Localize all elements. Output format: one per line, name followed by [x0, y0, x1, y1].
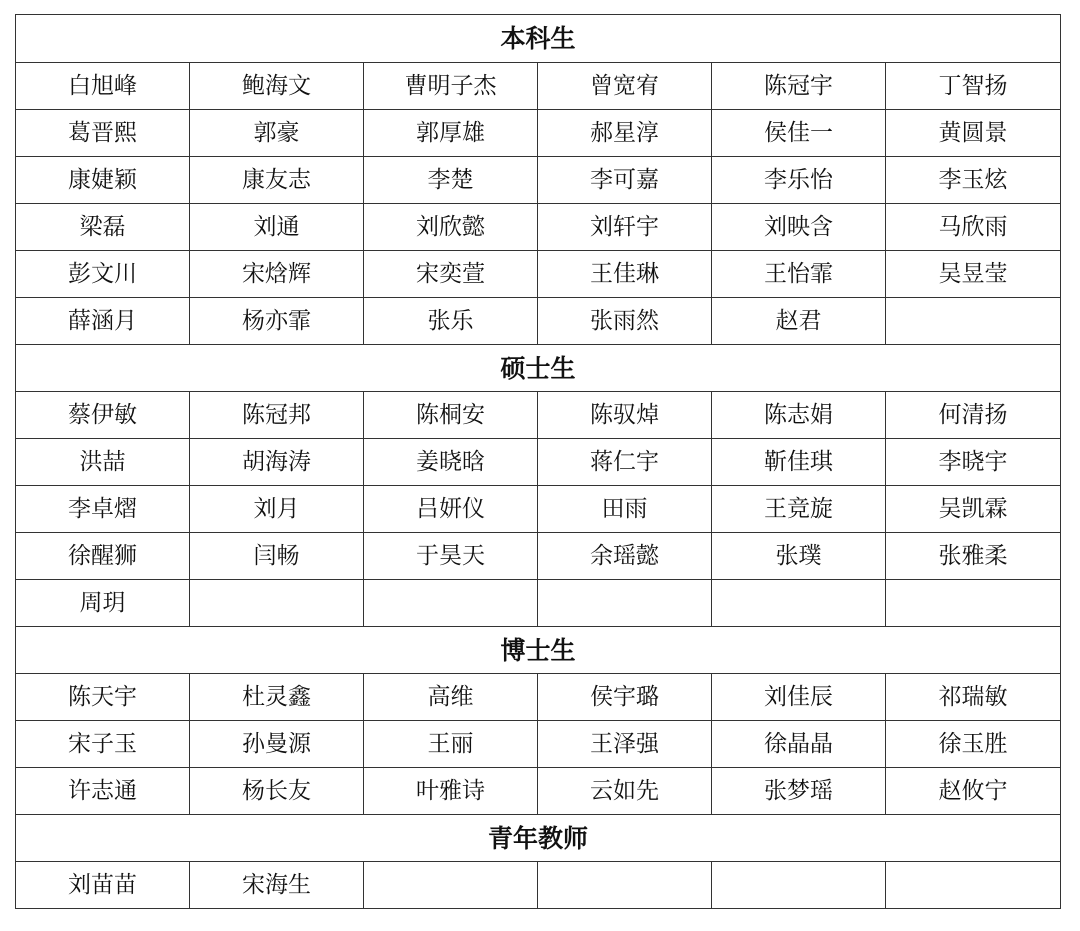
name-cell: 洪喆: [16, 439, 190, 486]
name-cell: 葛晋熙: [16, 110, 190, 157]
name-cell: 李可嘉: [538, 157, 712, 204]
name-roster-table: [15, 14, 1061, 909]
name-cell: 刘苗苗: [16, 862, 190, 909]
section-header: 青年教师: [16, 815, 1061, 862]
name-cell: 陈驭焯: [538, 392, 712, 439]
name-cell: [364, 580, 538, 627]
name-cell: 王怡霏: [712, 251, 886, 298]
name-cell: 张雅柔: [886, 533, 1061, 580]
name-cell: [364, 862, 538, 909]
name-cell: 张雨然: [538, 298, 712, 345]
name-cell: 胡海涛: [190, 439, 364, 486]
name-cell: 蔡伊敏: [16, 392, 190, 439]
name-cell: 张乐: [364, 298, 538, 345]
name-cell: 宋子玉: [16, 721, 190, 768]
name-cell: 田雨: [538, 486, 712, 533]
name-cell: 赵攸宁: [886, 768, 1061, 815]
name-cell: 刘映含: [712, 204, 886, 251]
name-cell: 陈冠邦: [190, 392, 364, 439]
name-cell: 张璞: [712, 533, 886, 580]
name-cell: [538, 862, 712, 909]
name-cell: 刘通: [190, 204, 364, 251]
name-cell: 姜晓晗: [364, 439, 538, 486]
name-cell: 马欣雨: [886, 204, 1061, 251]
name-cell: 郝星淳: [538, 110, 712, 157]
name-cell: 郭豪: [190, 110, 364, 157]
name-cell: 王竞旋: [712, 486, 886, 533]
name-cell: [886, 298, 1061, 345]
name-cell: 叶雅诗: [364, 768, 538, 815]
name-cell: 王丽: [364, 721, 538, 768]
name-cell: [712, 580, 886, 627]
name-cell: 郭厚雄: [364, 110, 538, 157]
name-cell: [538, 580, 712, 627]
name-cell: 赵君: [712, 298, 886, 345]
name-cell: 吴昱莹: [886, 251, 1061, 298]
name-cell: 刘轩宇: [538, 204, 712, 251]
name-cell: 陈桐安: [364, 392, 538, 439]
name-cell: 曾宽宥: [538, 63, 712, 110]
name-cell: 宋海生: [190, 862, 364, 909]
name-cell: 王泽强: [538, 721, 712, 768]
name-cell: 黄圆景: [886, 110, 1061, 157]
name-cell: 蒋仁宇: [538, 439, 712, 486]
name-cell: 白旭峰: [16, 63, 190, 110]
name-cell: 杜灵鑫: [190, 674, 364, 721]
name-cell: 李楚: [364, 157, 538, 204]
name-cell: 薛涵月: [16, 298, 190, 345]
name-cell: 闫畅: [190, 533, 364, 580]
name-cell: 祁瑞敏: [886, 674, 1061, 721]
name-cell: 王佳琳: [538, 251, 712, 298]
name-cell: 何清扬: [886, 392, 1061, 439]
name-cell: 李乐怡: [712, 157, 886, 204]
name-cell: 余瑶懿: [538, 533, 712, 580]
name-cell: 靳佳琪: [712, 439, 886, 486]
name-cell: 侯佳一: [712, 110, 886, 157]
name-cell: 杨亦霏: [190, 298, 364, 345]
name-cell: 曹明子杰: [364, 63, 538, 110]
name-cell: 徐晶晶: [712, 721, 886, 768]
name-cell: 李玉炫: [886, 157, 1061, 204]
name-cell: 李卓熠: [16, 486, 190, 533]
name-cell: 陈志娟: [712, 392, 886, 439]
name-cell: 吴凯霖: [886, 486, 1061, 533]
name-cell: 徐玉胜: [886, 721, 1061, 768]
name-cell: 刘月: [190, 486, 364, 533]
name-cell: 孙曼源: [190, 721, 364, 768]
name-cell: 刘欣懿: [364, 204, 538, 251]
name-cell: 宋奕萱: [364, 251, 538, 298]
name-cell: [712, 862, 886, 909]
section-header: 博士生: [16, 627, 1061, 674]
name-cell: 高维: [364, 674, 538, 721]
section-header: 硕士生: [16, 345, 1061, 392]
name-cell: 侯宇璐: [538, 674, 712, 721]
name-cell: 康婕颖: [16, 157, 190, 204]
name-cell: 李晓宇: [886, 439, 1061, 486]
name-cell: 周玥: [16, 580, 190, 627]
name-cell: [190, 580, 364, 627]
name-cell: 陈冠宇: [712, 63, 886, 110]
name-cell: 彭文川: [16, 251, 190, 298]
name-cell: 梁磊: [16, 204, 190, 251]
name-cell: 丁智扬: [886, 63, 1061, 110]
name-cell: 陈天宇: [16, 674, 190, 721]
name-cell: [886, 862, 1061, 909]
name-cell: [886, 580, 1061, 627]
section-header: 本科生: [16, 15, 1061, 63]
name-cell: 刘佳辰: [712, 674, 886, 721]
name-cell: 康友志: [190, 157, 364, 204]
name-cell: 云如先: [538, 768, 712, 815]
name-cell: 徐醒狮: [16, 533, 190, 580]
name-cell: 吕妍仪: [364, 486, 538, 533]
name-cell: 张梦瑶: [712, 768, 886, 815]
name-cell: 于昊天: [364, 533, 538, 580]
name-cell: 杨长友: [190, 768, 364, 815]
name-cell: 许志通: [16, 768, 190, 815]
name-cell: 鲍海文: [190, 63, 364, 110]
name-cell: 宋焓辉: [190, 251, 364, 298]
